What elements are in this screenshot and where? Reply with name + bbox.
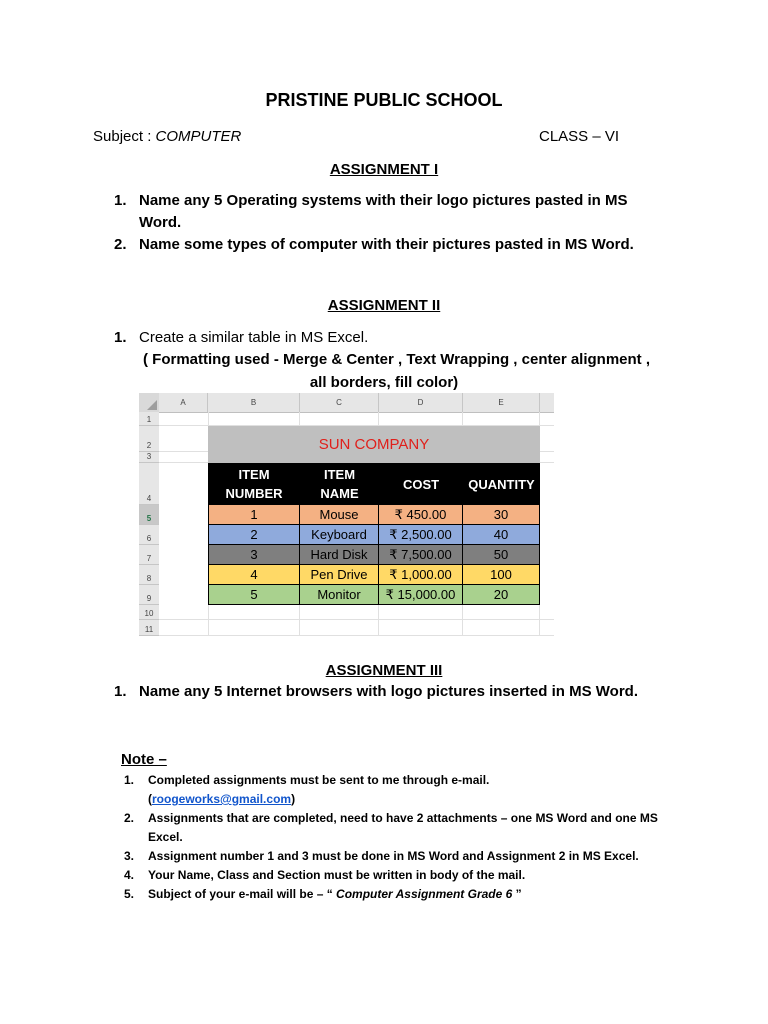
list-number: 1. (124, 773, 135, 787)
note-text: Subject of your e-mail will be – “ (148, 887, 337, 901)
cell-cost: ₹ 450.00 (379, 505, 463, 525)
list-text: Name some types of computer with their pictures pasted in MS Word. (139, 236, 634, 253)
cell-item-number: 1 (208, 505, 300, 525)
note-text: ” (512, 887, 522, 901)
list-item (121, 866, 681, 885)
list-item (121, 809, 681, 847)
column-header: B (208, 393, 300, 412)
table-row (208, 505, 540, 525)
list-item (112, 190, 672, 234)
cell-cost: ₹ 2,500.00 (379, 525, 463, 545)
cell-quantity: 100 (463, 565, 540, 585)
cell-quantity: 20 (463, 585, 540, 605)
paren: ) (291, 792, 296, 806)
cell-item-name: Pen Drive (300, 565, 379, 585)
cell-item-name: Mouse (300, 505, 379, 525)
assignment-3-heading: ASSIGNMENT III (325, 662, 443, 679)
cell-quantity: 40 (463, 525, 540, 545)
row-header: 7 (139, 545, 159, 565)
list-text: Name any 5 Internet browsers with logo pictures inserted in MS Word. (139, 683, 638, 700)
grid-line (159, 619, 554, 620)
list-item (112, 681, 672, 703)
list-item (121, 847, 681, 866)
row-header: 10 (139, 605, 159, 620)
row-header: 6 (139, 525, 159, 545)
note-heading: Note – (121, 751, 167, 768)
email-link[interactable]: roogeworks@gmail.com (152, 792, 292, 806)
formatting-note-line-1: ( Formatting used - Merge & Center , Text Wrapping , center alignment , (143, 351, 651, 368)
table-row (208, 525, 540, 545)
note-text: Assignments that are completed, need to have 2 attachments – one MS Word and one MS Excel. (148, 811, 658, 844)
company-title-cell: SUN COMPANY (208, 426, 540, 463)
header-cost: COST (402, 476, 440, 492)
table-row (208, 565, 540, 585)
note-text: Completed assignments must be sent to me through e-mail. (148, 773, 490, 787)
column-header-overflow (540, 393, 554, 412)
column-header: D (379, 393, 463, 412)
cell-quantity: 30 (463, 505, 540, 525)
cell-item-number: 2 (208, 525, 300, 545)
cell-cost: ₹ 15,000.00 (379, 585, 463, 605)
assignment-3-list (112, 681, 672, 703)
table-header (208, 463, 540, 505)
list-number: 4. (124, 868, 135, 882)
list-number: 2. (114, 236, 127, 253)
email-subject-text: Computer Assignment Grade 6 (336, 887, 513, 901)
list-number: 5. (124, 887, 135, 901)
row-header: 11 (139, 620, 159, 636)
header-item-name: ITEM NAME (320, 467, 359, 501)
assignment-2-heading: ASSIGNMENT II (327, 297, 441, 314)
note-text: Assignment number 1 and 3 must be done in MS Word and Assignment 2 in MS Excel. (148, 849, 639, 863)
list-number: 1. (114, 192, 127, 209)
column-header: A (159, 393, 208, 412)
cell-item-name: Hard Disk (300, 545, 379, 565)
cell-item-name: Keyboard (300, 525, 379, 545)
cell-item-name: Monitor (300, 585, 379, 605)
row-header: 3 (139, 452, 159, 463)
assignment-1-heading: ASSIGNMENT I (329, 161, 439, 178)
row-header-selected: 5 (139, 505, 159, 525)
column-header: C (300, 393, 379, 412)
list-text: Create a similar table in MS Excel. (139, 329, 369, 346)
paren: ( (148, 792, 152, 806)
column-header: E (463, 393, 540, 412)
select-all-corner (139, 393, 159, 412)
class-value: VI (604, 128, 620, 145)
list-number: 3. (124, 849, 135, 863)
cell-cost: ₹ 7,500.00 (379, 545, 463, 565)
formatting-note-line-2: all borders, fill color) (309, 374, 459, 391)
subject-line (93, 128, 241, 145)
assignment-1-list (112, 190, 672, 256)
row-header: 1 (139, 412, 159, 426)
table-row (208, 545, 540, 565)
list-number: 2. (124, 811, 135, 825)
list-text: Name any 5 Operating systems with their logo pictures pasted in MS Word. (139, 192, 628, 231)
list-number: 1. (114, 329, 127, 346)
list-item (112, 327, 692, 349)
class-label: CLASS – (539, 128, 605, 145)
select-all-triangle-icon (147, 400, 157, 410)
row-header: 8 (139, 565, 159, 585)
cell-cost: ₹ 1,000.00 (379, 565, 463, 585)
excel-screenshot (139, 393, 554, 636)
subject-value: COMPUTER (155, 128, 242, 145)
row-header: 4 (139, 463, 159, 505)
list-number: 1. (114, 683, 127, 700)
cell-quantity: 50 (463, 545, 540, 565)
header-quantity: QUANTITY (468, 476, 535, 492)
assignment-2-list (112, 327, 692, 349)
list-item (121, 885, 681, 904)
cell-item-number: 3 (208, 545, 300, 565)
table-row (208, 585, 540, 605)
row-header: 2 (139, 426, 159, 452)
list-item (112, 234, 672, 256)
cell-item-number: 5 (208, 585, 300, 605)
header-item-number: ITEM NUMBER (225, 467, 283, 501)
class-line (539, 128, 619, 145)
subject-label: Subject : (93, 128, 156, 145)
row-header: 9 (139, 585, 159, 605)
notes-list (121, 771, 681, 904)
cell-item-number: 4 (208, 565, 300, 585)
school-name: PRISTINE PUBLIC SCHOOL (265, 90, 503, 110)
note-text: Your Name, Class and Section must be written in body of the mail. (148, 868, 526, 882)
list-item (121, 771, 681, 809)
grid-line (159, 635, 554, 636)
